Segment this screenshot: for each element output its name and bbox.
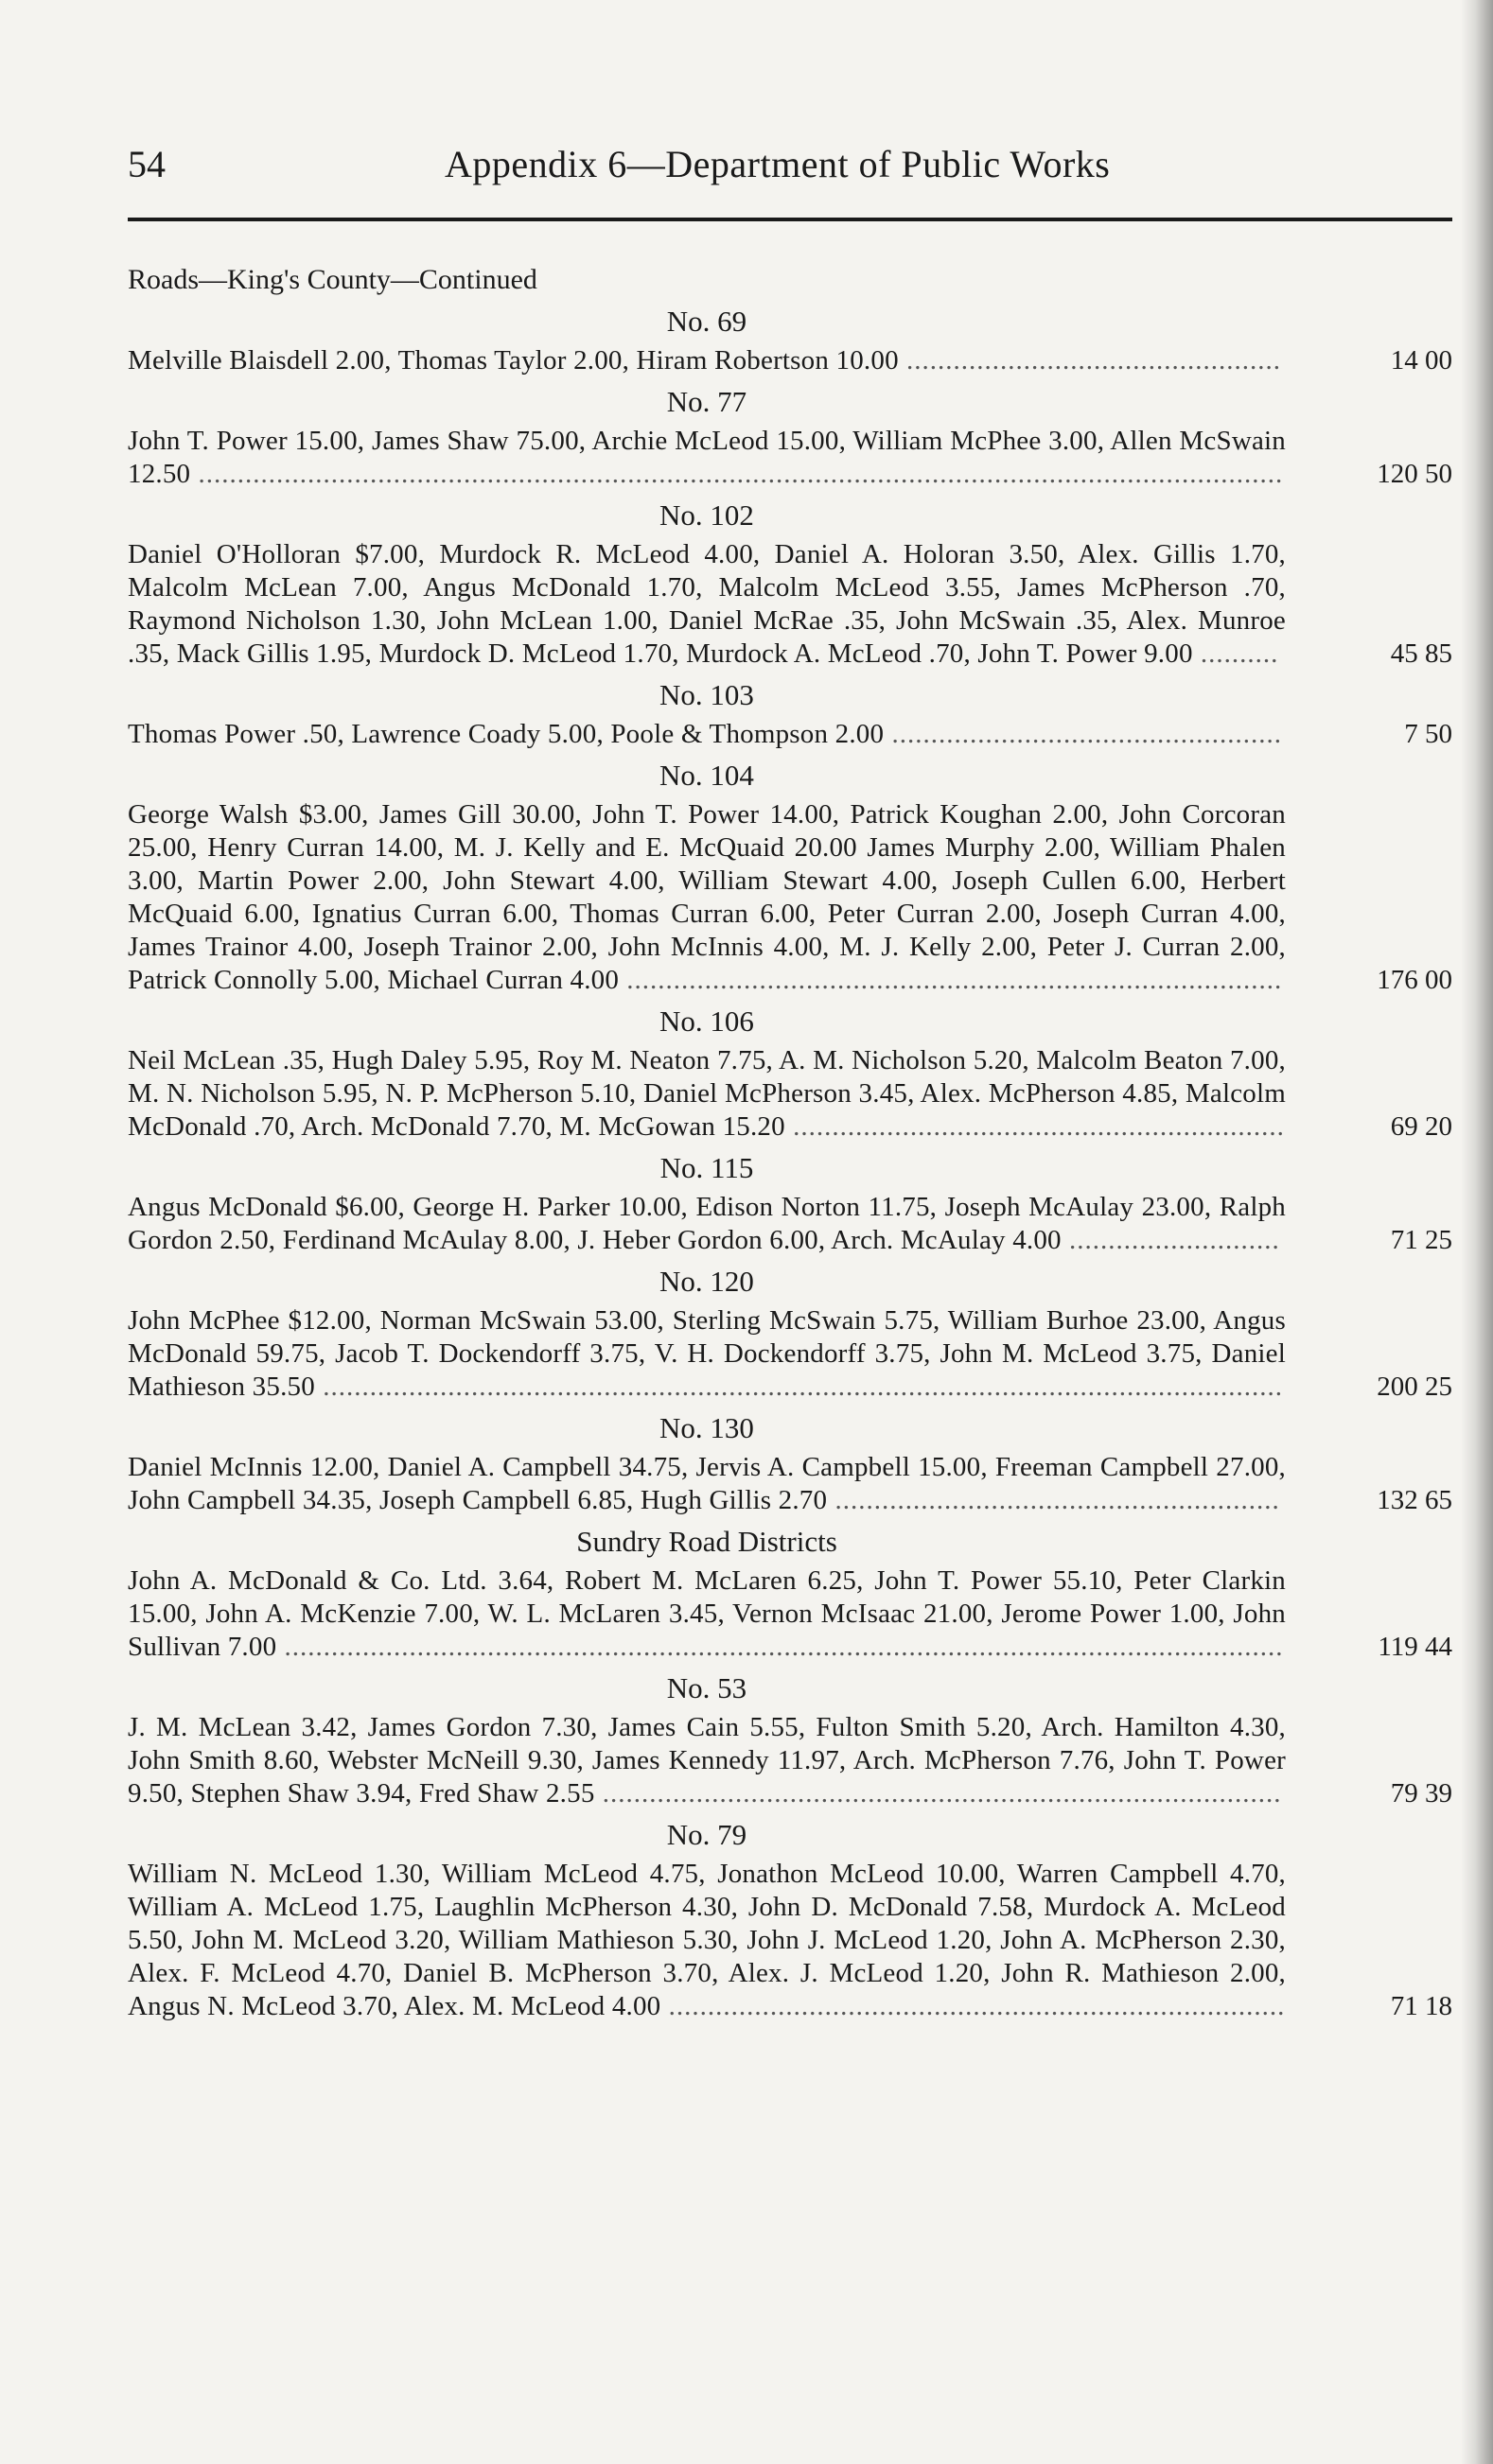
district-amount: 132 65 [1377, 1485, 1452, 1515]
page-content [128, 263, 1452, 2023]
contributors-text: John T. Power 15.00, James Shaw 75.00, Archie McLeod 15.00, William McPhee 3.00, Allen McSwain 12.50 [128, 426, 1286, 489]
page-edge-shadow [1461, 0, 1493, 2464]
district-entry [128, 305, 1452, 377]
district-heading: No. 130 [659, 1411, 754, 1444]
district-amount: 120 50 [1377, 459, 1452, 489]
leader-dots: ................................................ [898, 345, 1282, 376]
district-contributors [128, 1044, 1286, 1144]
district-contributors [128, 718, 1286, 751]
district-heading: No. 77 [666, 385, 747, 418]
page-header [128, 142, 1452, 195]
contributors-text: Angus McDonald $6.00, George H. Parker 10.00, Edison Norton 11.75, Joseph McAulay 23.00, Ralph Gordon 2.50, Ferdinand McAulay 8.00, J. Heber Gordon 6.00, Arch. McAulay 4.00 [128, 1192, 1286, 1255]
leader-dots: ........................................................................................................................................... [190, 459, 1284, 489]
district-row [128, 344, 1452, 377]
district-entry [128, 1265, 1452, 1404]
district-contributors [128, 1711, 1286, 1810]
district-list [128, 305, 1452, 2023]
contributors-text: Neil McLean .35, Hugh Daley 5.95, Roy M. Neaton 7.75, A. M. Nicholson 5.20, Malcolm Beaton 7.00, M. N. Nicholson 5.95, N. P. McPherson 5.10, Daniel McPherson 3.45, Alex. McPherson 4.85, Malcolm McDonald .70, Arch. McDonald 7.70, M. McGowan 15.20 [128, 1045, 1286, 1142]
header-rule [128, 218, 1452, 221]
district-heading: No. 106 [659, 1005, 754, 1038]
district-row [128, 718, 1452, 751]
district-amount: 69 20 [1390, 1111, 1452, 1142]
district-heading: No. 102 [659, 498, 754, 532]
district-entry [128, 1005, 1452, 1144]
page-number: 54 [128, 143, 166, 185]
district-contributors [128, 538, 1286, 671]
contributors-text: Daniel O'Holloran $7.00, Murdock R. McLeod 4.00, Daniel A. Holoran 3.50, Alex. Gillis 1.70, Malcolm McLean 7.00, Angus McDonald 1.70, Malcolm McLeod 3.55, James McPherson .70, Raymond Nicholson 1.30, John McLean 1.00, Daniel McRae .35, John McSwain .35, Alex. Munroe .35, Mack Gillis 1.95, Murdock D. McLeod 1.70, Murdock A. McLeod .70, John T. Power 9.00 [128, 539, 1286, 669]
district-contributors [128, 1451, 1286, 1517]
leader-dots: ............................................................... [784, 1111, 1285, 1142]
district-row [128, 1564, 1452, 1664]
district-entry [128, 1411, 1452, 1517]
district-row [128, 425, 1452, 491]
district-amount: 45 85 [1390, 638, 1452, 669]
contributors-text: George Walsh $3.00, James Gill 30.00, John T. Power 14.00, Patrick Koughan 2.00, John Corcoran 25.00, Henry Curran 14.00, M. J. Kelly and E. McQuaid 20.00 James Murphy 2.00, William Phalen 3.00, Martin Power 2.00, John Stewart 4.00, William Stewart 4.00, Joseph Cullen 6.00, Herbert McQuaid 6.00, Ignatius Curran 6.00, Thomas Curran 6.00, Peter Curran 2.00, Joseph Curran 4.00, James Trainor 4.00, Joseph Trainor 2.00, John McInnis 4.00, M. J. Kelly 2.00, Peter J. Curran 2.00, Patrick Connolly 5.00, Michael Curran 4.00 [128, 799, 1286, 995]
leader-dots: .................................................................................... [619, 965, 1283, 995]
contributors-text: William N. McLeod 1.30, William McLeod 4.75, Jonathon McLeod 10.00, Warren Campbell 4.70, William A. McLeod 1.75, Laughlin McPherson 4.30, John D. McDonald 7.58, Murdock A. McLeod 5.50, John M. McLeod 3.20, William Mathieson 5.30, John J. McLeod 1.20, John A. McPherson 2.30, Alex. F. McLeod 4.70, Daniel B. McPherson 3.70, Alex. J. McLeod 1.20, John R. Mathieson 2.00, Angus N. McLeod 3.70, Alex. M. McLeod 4.00 [128, 1859, 1286, 2021]
district-contributors [128, 1191, 1286, 1257]
district-amount: 200 25 [1377, 1372, 1452, 1402]
district-row [128, 798, 1452, 997]
district-amount: 119 44 [1378, 1632, 1452, 1662]
district-entry [128, 1818, 1452, 2023]
contributors-text: Melville Blaisdell 2.00, Thomas Taylor 2.00, Hiram Robertson 10.00 [128, 345, 899, 376]
district-entry [128, 678, 1452, 751]
district-contributors [128, 1564, 1286, 1664]
leader-dots: ....................................................................................... [594, 1778, 1282, 1809]
district-heading: No. 104 [659, 759, 754, 792]
district-heading: Sundry Road Districts [576, 1525, 837, 1558]
district-row [128, 1191, 1452, 1257]
running-title: Appendix 6—Department of Public Works [445, 143, 1111, 185]
district-row [128, 1304, 1452, 1404]
district-heading: No. 69 [666, 305, 747, 338]
district-contributors [128, 798, 1286, 997]
district-contributors [128, 344, 1286, 377]
district-entry [128, 1151, 1452, 1257]
district-row [128, 1858, 1452, 2023]
district-heading: No. 115 [659, 1151, 754, 1184]
district-heading: No. 120 [659, 1265, 754, 1298]
district-row [128, 538, 1452, 671]
district-entry [128, 1525, 1452, 1664]
leader-dots: ......................................................... [827, 1485, 1280, 1515]
leader-dots: ........................... [1061, 1225, 1280, 1255]
district-amount: 176 00 [1377, 965, 1452, 995]
district-row [128, 1451, 1452, 1517]
district-contributors [128, 1858, 1286, 2023]
district-entry [128, 498, 1452, 671]
district-entry [128, 1671, 1452, 1810]
contributors-text: John McPhee $12.00, Norman McSwain 53.00, Sterling McSwain 5.75, William Burhoe 23.00, Angus McDonald 59.75, Jacob T. Dockendorff 3.75, V. H. Dockendorff 3.75, John M. McLeod 3.75, Daniel Mathieson 35.50 [128, 1305, 1286, 1402]
leader-dots: .................................................. [884, 719, 1282, 749]
district-amount: 71 25 [1390, 1225, 1452, 1255]
district-amount: 7 50 [1404, 719, 1452, 749]
leader-dots: ........................................................................................................................... [314, 1372, 1283, 1402]
district-heading: No. 103 [659, 678, 754, 711]
district-amount: 14 00 [1390, 345, 1452, 376]
document-page [128, 142, 1452, 2021]
district-row [128, 1044, 1452, 1144]
district-heading: No. 53 [666, 1671, 747, 1704]
district-amount: 79 39 [1390, 1778, 1452, 1809]
contributors-text: J. M. McLean 3.42, James Gordon 7.30, James Cain 5.55, Fulton Smith 5.20, Arch. Hamilton 4.30, John Smith 8.60, Webster McNeill 9.30, James Kennedy 11.97, Arch. McPherson 7.76, John T. Power 9.50, Stephen Shaw 3.94, Fred Shaw 2.55 [128, 1712, 1286, 1809]
contributors-text: Thomas Power .50, Lawrence Coady 5.00, Poole & Thompson 2.00 [128, 719, 885, 749]
district-entry [128, 759, 1452, 997]
district-amount: 71 18 [1390, 1991, 1452, 2021]
leader-dots: ................................................................................................................................ [276, 1632, 1284, 1662]
district-heading: No. 79 [666, 1818, 747, 1851]
district-row [128, 1711, 1452, 1810]
contributors-text: John A. McDonald & Co. Ltd. 3.64, Robert M. McLaren 6.25, John T. Power 55.10, Peter Clarkin 15.00, John A. McKenzie 7.00, W. L. McLaren 3.45, Vernon McIsaac 21.00, Jerome Power 1.00, John Sullivan 7.00 [128, 1565, 1286, 1662]
district-contributors [128, 1304, 1286, 1404]
section-title: Roads—King's County—Continued [128, 264, 537, 295]
leader-dots: .......... [1192, 638, 1279, 669]
contributors-text: Daniel McInnis 12.00, Daniel A. Campbell 34.75, Jervis A. Campbell 15.00, Freeman Campbell 27.00, John Campbell 34.35, Joseph Campbell 6.85, Hugh Gillis 2.70 [128, 1452, 1286, 1515]
leader-dots: ............................................................................... [660, 1991, 1286, 2021]
district-entry [128, 385, 1452, 491]
district-contributors [128, 425, 1286, 491]
